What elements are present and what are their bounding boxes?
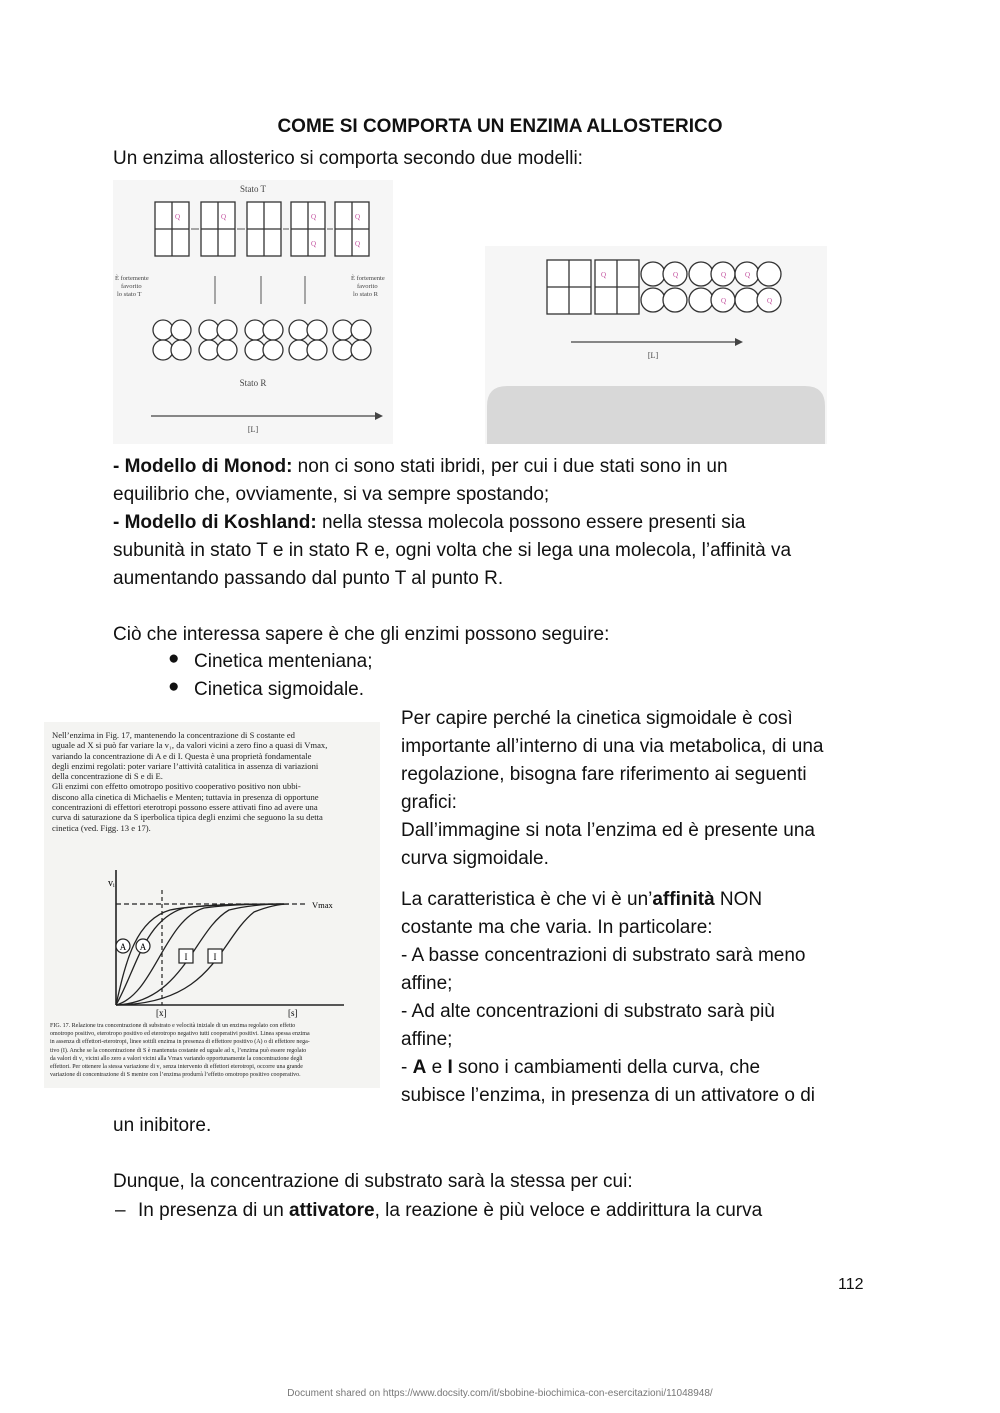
svg-text:Q: Q [601,271,607,279]
monod-label: - Modello di Monod: [113,456,293,477]
figure-sigmoid-kinetics [44,722,380,1088]
svg-text:Q: Q [721,297,727,305]
svg-text:lo stato R: lo stato R [353,291,378,298]
dash-bullet: – [115,1200,126,1221]
monod-diagram [485,246,827,444]
bullet-item: Cinetica menteniana; [194,651,373,672]
conclusion-text: Dunque, la concentrazione di substrato sarà la stessa per cui: [113,1171,633,1192]
svg-text:Q: Q [355,213,361,221]
svg-text:Q: Q [745,271,751,279]
page-number: 112 [838,1276,864,1293]
state-t-label: Stato T [239,184,267,194]
affinity-paragraph: La caratteristica è che vi è un’affinità NON costante ma che varia. In particolare: - A basse concentrazioni di substrato sarà meno affine; - Ad alte concentrazioni di substrato sarà più affine; - A e I sono i cambiamenti della curva, che subisce l’enzima, in presenza di un attivatore o di [401,889,816,1106]
footer-source: Document shared on https://www.docsity.com/it/sbobine-biochimica-con-esercitazioni/11048948/ [287,1388,713,1399]
ligand-axis-label-2: [L] [647,351,659,360]
ligand-axis-label: [L] [247,425,259,434]
svg-text:favorito: favorito [357,283,378,290]
sigmoid-graph [44,850,380,1018]
svg-text:Q: Q [311,240,317,248]
koshland-line-1: - Modello di Koshland: nella stessa molecola possono essere presenti sia [113,512,746,533]
inhibitor-label: I [184,952,188,962]
s-axis-label: [s] [288,1008,298,1018]
activator-label: A [139,942,147,952]
sigmoid-explanation: Per capire perché la cinetica sigmoidale è così importante all’interno di una via metabolica, di una regolazione, bisogna fare riferimento ai seguenti grafici: Dall’immagine si nota l’enzima ed è presente una curva sigmoidale. [401,708,824,869]
activator-item: In presenza di un attivatore, la reazione è più veloce e addirittura la curva [138,1200,763,1221]
svg-text:favorito: favorito [121,283,142,290]
svg-text:Q: Q [767,297,773,305]
bullet-item: Cinetica sigmoidale. [194,679,365,700]
bullet-dot: ● [168,648,180,669]
page-title: COME SI COMPORTA UN ENZIMA ALLOSTERICO [277,116,723,137]
svg-text:Q: Q [355,240,361,248]
svg-text:Q: Q [721,271,727,279]
figure-caption: FIG. 17. Relazione tra concentrazione di substrato e velocità iniziale di un enzima regolato con effetto omotropo positivo, eterotropo positivo ed eterotropo negativo tutti cooperativi positivi. Linea spessa enzima in assenza di effettori-eterotropi, linee sottili enzima in presenza di effettore positivo (A) o di effettore nega- tivo (I). Anche se la concentrazione di S è mantenuta costante ed uguale ad x, l’enzima può essere regolato da valori di v₁ vicini allo zero a valori vicini alla Vmax variando opportunamente la concentrazione degli effettori. Per ottenere la stessa variazione di v₁ senza intervento di effettori eterotropi, occorre una grande variazione di concentrazione di S mentre con l’enzima produrrà l’effetto omotropo positivo cooperativo. [50,1023,310,1079]
y-axis-label: vᵢ [108,878,115,889]
monod-line-1: - Modello di Monod: non ci sono stati ibridi, per cui i due stati sono in un [113,456,728,477]
svg-text:È fortemente: È fortemente [115,275,149,282]
koshland-line-2: subunità in stato T e in stato R e, ogni volta che si lega una molecola, l’affinità va [113,540,792,561]
figure-koshland-model [113,180,393,444]
svg-text:È fortemente: È fortemente [351,275,385,282]
bullet-dot: ● [168,676,180,697]
svg-text:lo stato T: lo stato T [117,291,142,298]
koshland-label: - Modello di Koshland: [113,512,317,533]
state-r-label: Stato R [239,378,267,388]
activator-bold: attivatore [289,1200,375,1221]
vmax-label: Vmax [312,900,333,910]
svg-text:Q: Q [311,213,317,221]
activator-label: A [119,942,127,952]
monod-line-2: equilibrio che, ovviamente, si va sempre spostando; [113,484,550,505]
x-marker-label: [x] [156,1008,167,1018]
svg-text:Q: Q [673,271,679,279]
koshland-line-3: aumentando passando dal punto T al punto R. [113,568,504,589]
svg-text:Q: Q [175,213,181,221]
figure-monod-model [485,246,827,444]
figure-text-block: Nell’enzima in Fig. 17, mantenendo la concentrazione di S costante ed uguale ad X si può far variare la v₁, da valori vicini a zero fino a quasi di Vmax, variando la concentrazione di A e di I. Questa è una proprietà fondamentale degli enzimi regolati: poter variare l’attività catalitica in assenza di variazioni della concentrazione di S e di E. Gli enzimi con effetto omotropo positivo cooperativo positivo non ubbi- discono alla cinetica di Michaelis e Menten; tuttavia in presenza di opportune concentrazioni di effettori eterotropi possono essere attivati fino ad avere una curva di saturazione da S iperbolica tipica degli enzimi che seguono la su detta cinetica (ved. Figg. 13 e 17). [52,730,328,833]
intro-text: Un enzima allosterico si comporta secondo due modelli: [113,148,583,169]
inhibitor-label: I [213,952,217,962]
svg-text:Q: Q [221,213,227,221]
kinetics-intro: Ciò che interessa sapere è che gli enzimi possono seguire: [113,624,610,645]
trailing-line: un inibitore. [113,1115,212,1136]
koshland-diagram [113,180,393,444]
affinity-bold: affinità [652,889,715,910]
